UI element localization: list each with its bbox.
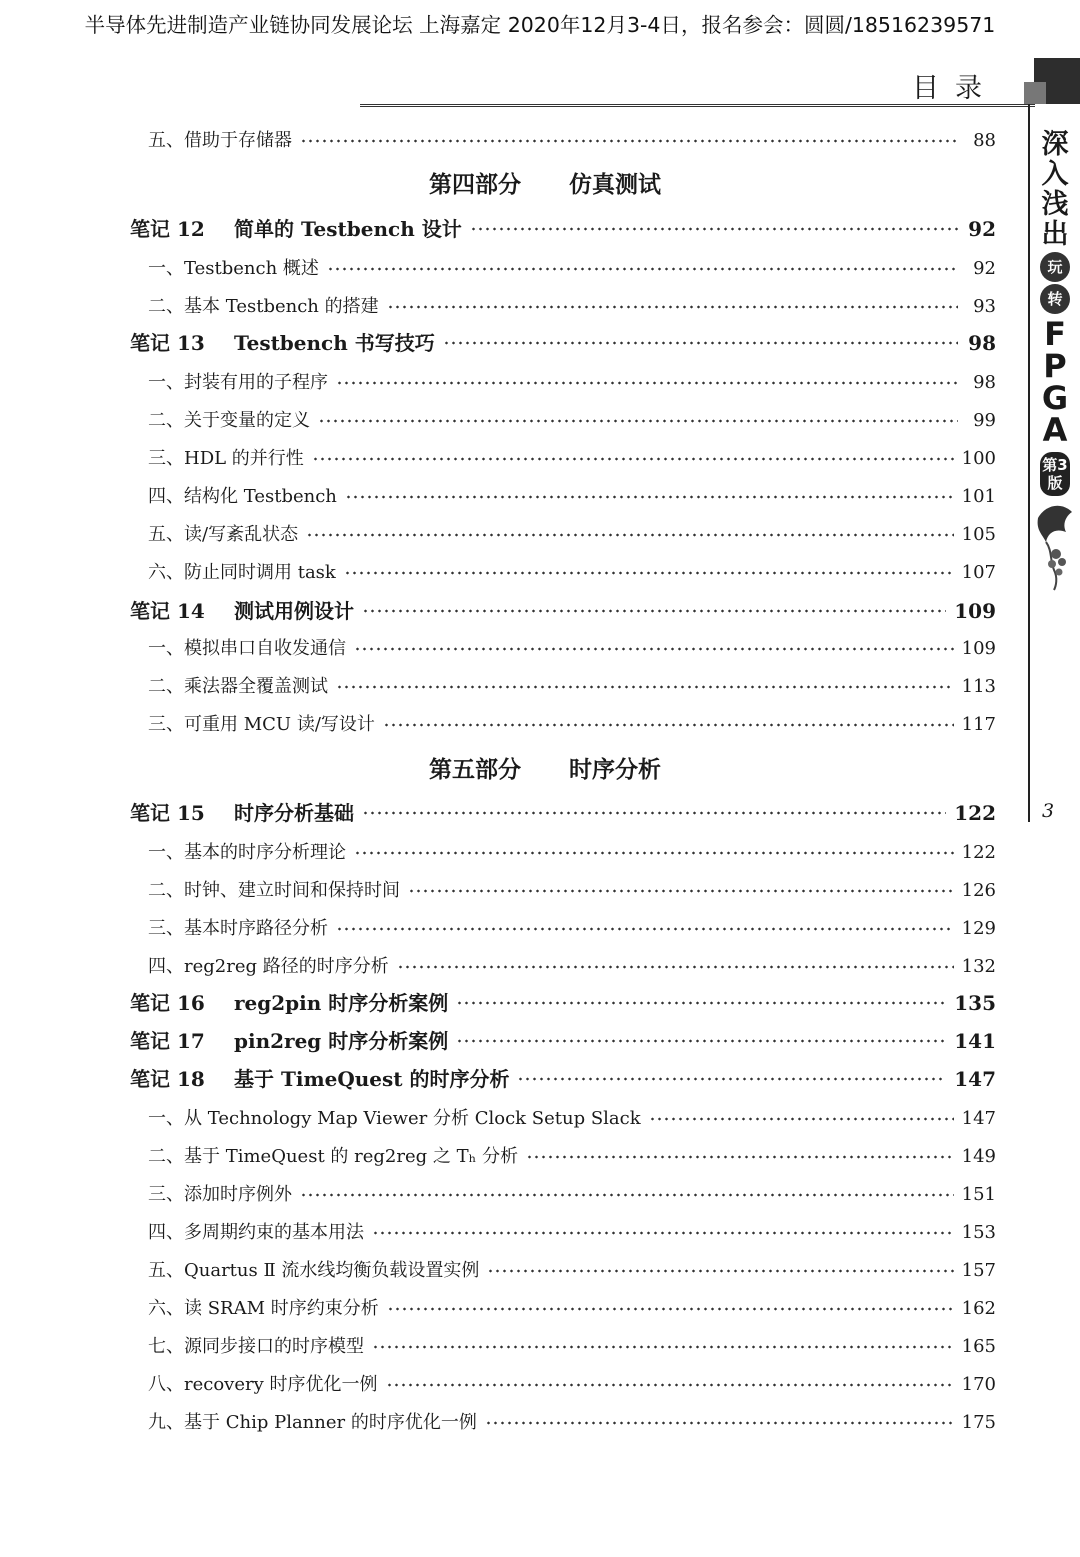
toc-entry-title: 五、Quartus Ⅱ 流水线均衡负载设置实例 [148, 1260, 480, 1281]
toc-entry-title: 六、防止同时调用 task [148, 562, 336, 583]
toc-entry-title: 一、Testbench 概述 [148, 258, 319, 279]
toc-leader [300, 1191, 954, 1199]
toc-chapter[interactable] [130, 330, 996, 356]
toc-entry-page: 100 [961, 448, 996, 469]
chapter-number: 笔记 13 [130, 331, 205, 355]
toc-entry[interactable] [148, 878, 996, 904]
chapter-title: 基于 TimeQuest 的时序分析 [234, 1067, 510, 1091]
toc-entry-title: 九、基于 Chip Planner 的时序优化一例 [148, 1412, 477, 1433]
toc-entry-title: 二、时钟、建立时间和保持时间 [148, 880, 400, 901]
toc-entry-page: 99 [973, 410, 996, 431]
toc-entry[interactable] [148, 1106, 996, 1132]
toc-entry-page: 101 [961, 486, 996, 507]
toc-entry-page: 151 [961, 1184, 996, 1205]
toc-entry[interactable] [148, 256, 996, 282]
page-title: 目录 [912, 73, 998, 104]
toc-entry-page: 162 [961, 1298, 996, 1319]
toc-leader [386, 1381, 954, 1389]
toc-entry-page: 141 [954, 1029, 996, 1053]
toc-entry-page: 135 [954, 991, 996, 1015]
toc-leader [327, 265, 958, 273]
corner-shade [1024, 82, 1046, 104]
toc-leader [443, 339, 958, 347]
toc-entry-page: 149 [961, 1146, 996, 1167]
toc-leader [344, 569, 954, 577]
chapter-number: 笔记 16 [130, 991, 205, 1015]
toc-entry-page: 92 [973, 258, 996, 279]
toc-entry-page: 109 [961, 638, 996, 659]
toc-leader [649, 1115, 954, 1123]
toc-leader [372, 1343, 954, 1351]
toc-entry-page: 126 [961, 880, 996, 901]
toc-leader [345, 493, 954, 501]
toc-entry[interactable] [148, 674, 996, 700]
toc-entry[interactable] [148, 408, 996, 434]
toc-leader [487, 1267, 953, 1275]
toc-entry[interactable] [148, 1334, 996, 1360]
page-number: 3 [1042, 800, 1055, 822]
toc-entry-title: 四、多周期约束的基本用法 [148, 1222, 364, 1243]
toc-entry[interactable] [148, 128, 996, 154]
toc-entry[interactable] [148, 560, 996, 586]
toc-leader [336, 683, 954, 691]
toc-entry-title: 二、基本 Testbench 的搭建 [148, 296, 379, 317]
toc-leader [362, 809, 946, 817]
chapter-title: reg2pin 时序分析案例 [234, 991, 449, 1015]
toc-entry-title: 五、读/写紊乱状态 [148, 524, 299, 545]
toc-chapter[interactable] [130, 598, 996, 624]
toc-entry-title: 一、基本的时序分析理论 [148, 842, 346, 863]
toc-leader [456, 1037, 946, 1045]
part-label: 第四部分 [429, 172, 521, 198]
chapter-title: 测试用例设计 [234, 599, 354, 623]
toc-chapter[interactable] [130, 800, 996, 826]
chapter-number: 笔记 14 [130, 599, 205, 623]
chapter-title: 简单的 Testbench 设计 [234, 217, 462, 241]
toc-entry-page: 175 [961, 1412, 996, 1433]
toc-leader [470, 225, 958, 233]
toc-entry[interactable] [148, 712, 996, 738]
toc-entry-page: 165 [961, 1336, 996, 1357]
chapter-number: 笔记 12 [130, 217, 205, 241]
spine-turn-badge: 转 [1040, 284, 1070, 314]
toc-entry-page: 147 [961, 1108, 996, 1129]
part-title: 仿真测试 [569, 172, 661, 198]
spine-play-badge: 玩 [1040, 252, 1070, 282]
toc-entry-page: 157 [961, 1260, 996, 1281]
toc-entry-page: 122 [954, 801, 996, 825]
spine-fpga: FPGA [1041, 315, 1069, 449]
toc-leader [383, 721, 954, 729]
toc-entry-title: 一、从 Technology Map Viewer 分析 Clock Setup Slack [148, 1108, 641, 1129]
toc-entry-page: 129 [961, 918, 996, 939]
toc-entry-page: 117 [961, 714, 996, 735]
event-banner: 半导体先进制造产业链协同发展论坛 上海嘉定 2020年12月3-4日，报名参会：圆圆/18516239571 [84, 13, 996, 37]
toc-entry-title: 五、借助于存储器 [148, 130, 292, 151]
spine-title-top: 深入浅出 [1041, 129, 1069, 250]
toc-leader [312, 455, 954, 463]
toc-entry[interactable] [148, 1410, 996, 1436]
part-label: 第五部分 [429, 757, 521, 783]
toc-entry[interactable] [148, 446, 996, 472]
toc-leader [456, 999, 946, 1007]
toc-entry[interactable] [148, 1372, 996, 1398]
part-heading [0, 755, 1080, 785]
toc-leader [362, 607, 946, 615]
toc-entry-title: 一、封装有用的子程序 [148, 372, 328, 393]
toc-entry[interactable] [148, 1258, 996, 1284]
toc-entry-title: 二、关于变量的定义 [148, 410, 310, 431]
toc-entry-title: 四、结构化 Testbench [148, 486, 337, 507]
toc-leader [397, 963, 954, 971]
toc-entry-title: 二、乘法器全覆盖测试 [148, 676, 328, 697]
toc-entry-page: 98 [968, 331, 996, 355]
toc-leader [306, 531, 954, 539]
toc-leader [300, 137, 958, 145]
toc-entry-title: 六、读 SRAM 时序约束分析 [148, 1298, 379, 1319]
toc-chapter[interactable] [130, 216, 996, 242]
toc-entry-page: 132 [961, 956, 996, 977]
toc-entry[interactable] [148, 1144, 996, 1170]
toc-entry-page: 105 [961, 524, 996, 545]
toc-leader [336, 925, 954, 933]
toc-entry[interactable] [148, 370, 996, 396]
chapter-number: 笔记 18 [130, 1067, 205, 1091]
chapter-number: 笔记 17 [130, 1029, 205, 1053]
toc-leader [387, 303, 958, 311]
toc-entry[interactable] [148, 294, 996, 320]
toc-entry-page: 98 [973, 372, 996, 393]
toc-entry-page: 93 [973, 296, 996, 317]
toc-entry-title: 四、reg2reg 路径的时序分析 [148, 956, 389, 977]
toc-entry[interactable] [148, 1220, 996, 1246]
toc-leader [387, 1305, 954, 1313]
toc-entry[interactable] [148, 636, 996, 662]
toc-entry[interactable] [148, 522, 996, 548]
part-heading [0, 170, 1080, 200]
toc-entry[interactable] [148, 840, 996, 866]
toc-leader [408, 887, 954, 895]
toc-entry-page: 122 [961, 842, 996, 863]
toc-leader [485, 1419, 954, 1427]
toc-chapter[interactable] [130, 1066, 996, 1092]
toc-entry-title: 一、模拟串口自收发通信 [148, 638, 346, 659]
toc-entry-page: 109 [954, 599, 996, 623]
chapter-title: 时序分析基础 [234, 801, 354, 825]
toc-entry-page: 170 [961, 1374, 996, 1395]
toc-entry-page: 113 [961, 676, 996, 697]
toc-entry[interactable] [148, 1296, 996, 1322]
spine-edition-badge: 第3版 [1040, 452, 1070, 496]
toc-leader [318, 417, 958, 425]
toc-entry-title: 二、基于 TimeQuest 的 reg2reg 之 Tₕ 分析 [148, 1146, 519, 1167]
toc-leader [354, 645, 954, 653]
toc-entry-title: 三、基本时序路径分析 [148, 918, 328, 939]
toc-entry-page: 147 [954, 1067, 996, 1091]
chapter-title: Testbench 书写技巧 [234, 331, 435, 355]
toc-entry-page: 107 [961, 562, 996, 583]
toc-entry-title: 三、添加时序例外 [148, 1184, 292, 1205]
toc-entry-page: 153 [961, 1222, 996, 1243]
toc-leader [336, 379, 958, 387]
toc-entry-title: 三、可重用 MCU 读/写设计 [148, 714, 375, 735]
chapter-number: 笔记 15 [130, 801, 205, 825]
toc-entry[interactable] [148, 916, 996, 942]
toc-leader [372, 1229, 954, 1237]
toc-leader [354, 849, 954, 857]
chapter-title: pin2reg 时序分析案例 [234, 1029, 449, 1053]
toc-entry-title: 三、HDL 的并行性 [148, 448, 304, 469]
toc-leader [526, 1153, 954, 1161]
toc-entry-page: 92 [968, 217, 996, 241]
toc-leader [517, 1075, 946, 1083]
vine-decoration-icon [1032, 498, 1078, 592]
toc-entry[interactable] [148, 954, 996, 980]
toc-entry-title: 八、recovery 时序优化一例 [148, 1374, 378, 1395]
toc-entry-page: 88 [973, 130, 996, 151]
toc-chapter[interactable] [130, 990, 996, 1016]
toc-entry[interactable] [148, 484, 996, 510]
side-rule [1028, 104, 1030, 822]
header-rule [360, 104, 1035, 107]
part-title: 时序分析 [569, 757, 661, 783]
toc-entry[interactable] [148, 1182, 996, 1208]
toc-chapter[interactable] [130, 1028, 996, 1054]
toc-entry-title: 七、源同步接口的时序模型 [148, 1336, 364, 1357]
